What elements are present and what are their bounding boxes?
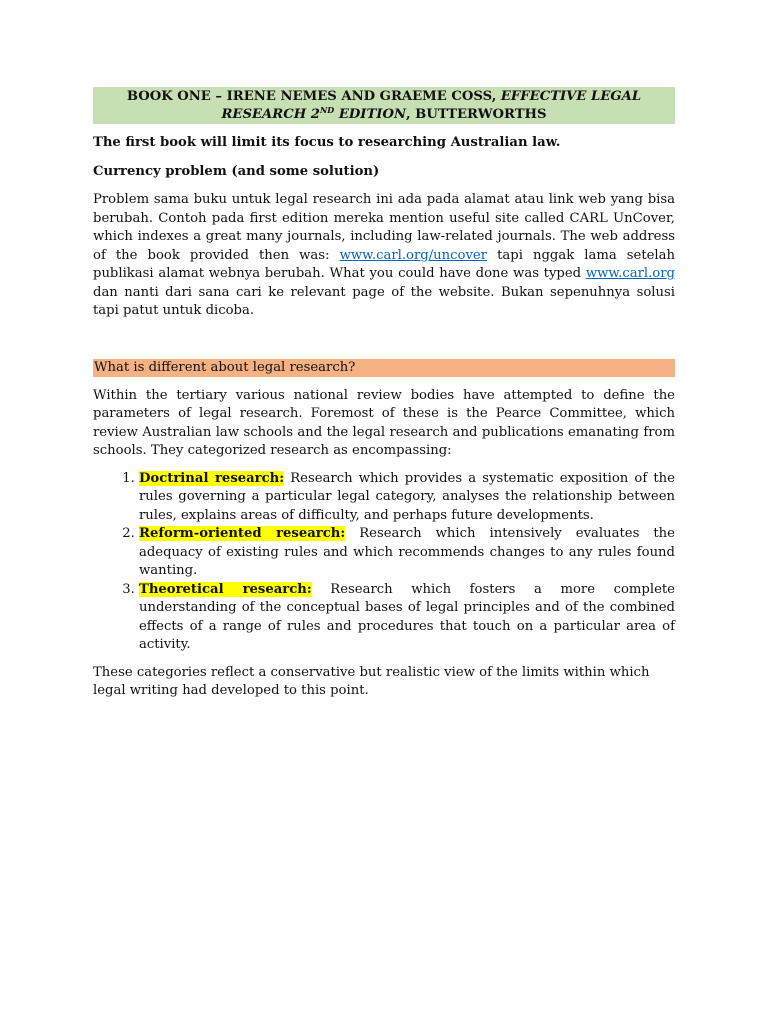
title-text-2: , BUTTERWORTHS: [406, 106, 547, 122]
category-term: Reform-oriented research:: [139, 526, 346, 541]
focus-statement: The first book will limit its focus to researching Australian law.: [93, 135, 561, 150]
title-italic-2: EDITION: [338, 106, 406, 122]
carl-link[interactable]: www.carl.org: [585, 266, 675, 281]
list-item: [139, 470, 675, 526]
closing-paragraph: These categories reflect a conservative but realistic view of the limits within which legal writing had developed to this point.: [93, 664, 650, 698]
section-heading: What is different about legal research?: [93, 359, 675, 377]
currency-heading: Currency problem (and some solution): [93, 163, 380, 179]
currency-text-2: tapi nggak lama setelah publikasi alamat webnya berubah. What you could have done was typed: [93, 247, 676, 281]
document-body: [93, 87, 675, 701]
section-paragraph: Within the tertiary various national review bodies have attempted to define the parameters of legal research. Foremost of these is the Pearce Committee, which review Australian law schools and the legal research and publications emanating from schools. They categorized research as encompassing:: [93, 387, 675, 458]
carl-uncover-link[interactable]: www.carl.org/uncover: [339, 247, 488, 263]
currency-text-3: dan nanti dari sana cari ke relevant page of the website. Bukan sepenuhnya solusi tapi patut untuk dicoba.: [93, 284, 675, 318]
title-text-1: BOOK ONE – IRENE NEMES AND GRAEME COSS,: [126, 89, 501, 104]
currency-text-1: Problem sama buku untuk legal research ini ada pada alamat atau link web yang bisa berubah. Contoh pada first edition mereka mention useful site called CARL UnCover, which indexes a great many journals, including law-related journals. The web address of the book provided then was:: [93, 192, 675, 263]
title-superscript: ND: [319, 104, 335, 115]
list-item: [139, 581, 675, 655]
currency-paragraph: [93, 191, 675, 321]
title-italic-1: EFFECTIVE LEGAL RESEARCH 2: [221, 89, 642, 122]
book-title-banner: [93, 87, 675, 124]
category-description: Research which provides a systematic exposition of the rules governing a particular legal category, analyses the relationship between rules, explains areas of difficulty, and perhaps future developments.: [139, 470, 675, 523]
category-description: Research which intensively evaluates the adequacy of existing rules and which recommends changes to any rules found wanting.: [139, 526, 675, 578]
list-item: [139, 525, 675, 581]
category-term: Theoretical research:: [139, 581, 312, 597]
category-term: Doctrinal research:: [139, 470, 285, 486]
research-categories-list: [93, 470, 675, 655]
category-description: Research which fosters a more complete understanding of the conceptual bases of legal principles and of the combined effects of a range of rules and procedures that touch on a particular area of activity.: [139, 581, 675, 652]
